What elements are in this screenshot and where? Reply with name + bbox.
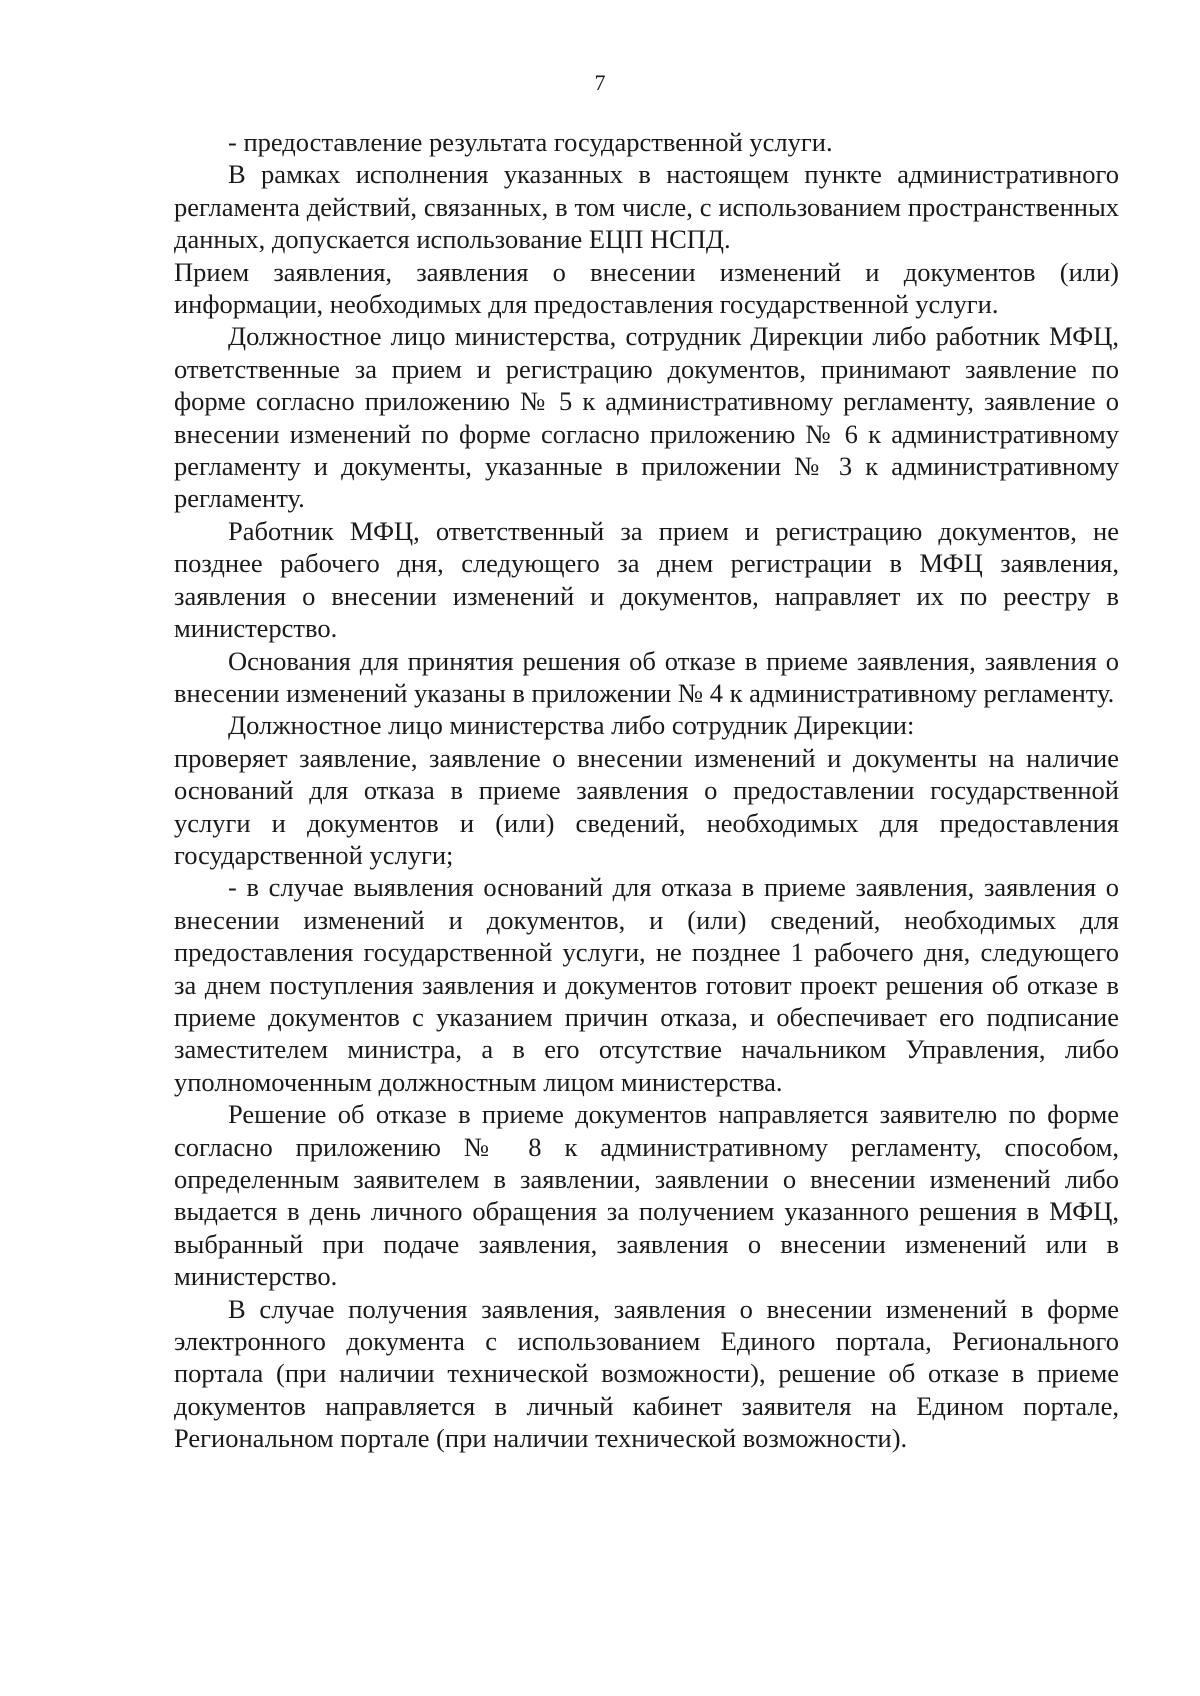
paragraph: Решение об отказе в приеме документов направляется заявителю по форме согласно приложению № 8 к административному регламенту, способом, определенным заявителем в заявлении, заявлении о внесении изменений либо выдается в день личного обращения за получением указанного решения в МФЦ, выбранный при подаче заявления, заявления о внесении изменений или в министерство. xyxy=(174,1099,1119,1292)
paragraph: Должностное лицо министерства, сотрудник Дирекции либо работник МФЦ, ответственные за прием и регистрацию документов, принимают заявление по форме согласно приложению № 5 к административному регламенту, заявление о внесении изменений по форме согласно приложению № 6 к административному регламенту и документы, указанные в приложении № 3 к административному регламенту. xyxy=(174,321,1119,514)
paragraph: В случае получения заявления, заявления о внесении изменений в форме электронного документа с использованием Единого портала, Регионального портала (при наличии технической возможности), решение об отказе в приеме документов направляется в личный кабинет заявителя на Едином портале, Региональном портале (при наличии технической возможности). xyxy=(174,1293,1119,1454)
paragraph: - в случае выявления оснований для отказа в приеме заявления, заявления о внесении изменений и документов, и (или) сведений, необходимых для предоставления государственной услуги, не позднее 1 рабочего дня, следующего за днем поступления заявления и документов готовит проект решения об отказе в приеме документов с указанием причин отказа, и обеспечивает его подписание заместителем министра, а в его отсутствие начальником Управления, либо уполномоченным должностным лицом министерства. xyxy=(174,872,1119,1097)
paragraph: Работник МФЦ, ответственный за прием и регистрацию документов, не позднее рабочего дня, следующего за днем регистрации в МФЦ заявления, заявления о внесении изменений и документов, направляет их по реестру в министерство. xyxy=(174,515,1119,644)
paragraph: Прием заявления, заявления о внесении изменений и документов (или) информации, необходимых для предоставления государственной услуги. xyxy=(174,256,1119,320)
document-body xyxy=(174,126,1119,1455)
paragraph: - предоставление результата государственной услуги. xyxy=(228,127,833,157)
paragraph: Должностное лицо министерства либо сотрудник Дирекции: xyxy=(228,710,915,741)
page-number: 7 xyxy=(594,70,606,95)
paragraph: В рамках исполнения указанных в настоящем пункте административного регламента действий, связанных, в том числе, с использованием пространственных данных, допускается использование ЕЦП НСПД. xyxy=(174,159,1119,255)
paragraph: проверяет заявление, заявление о внесении изменений и документы на наличие оснований для отказа в приеме заявления о предоставлении государственной услуги и документов и (или) сведений, необходимых для предоставления государственной услуги; xyxy=(174,742,1119,870)
paragraph: Основания для принятия решения об отказе в приеме заявления, заявления о внесении изменений указаны в приложении № 4 к административному регламенту. xyxy=(174,645,1119,708)
